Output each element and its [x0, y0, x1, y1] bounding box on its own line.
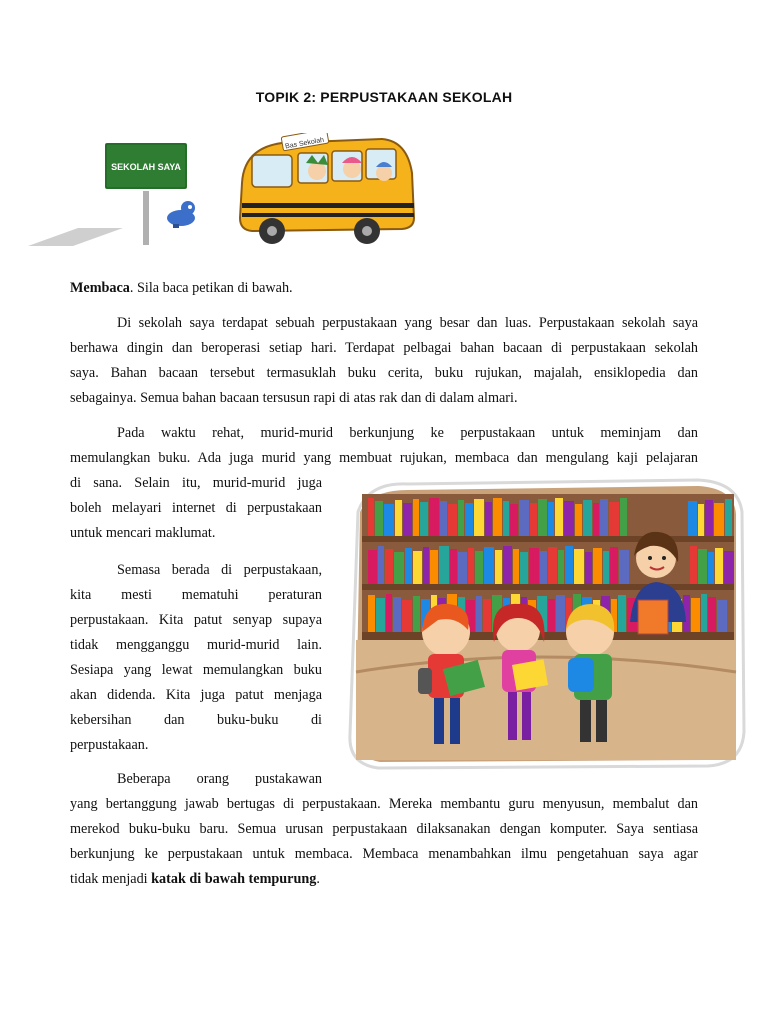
- book-spine: [376, 598, 385, 632]
- intro-bold: Membaca: [70, 280, 130, 296]
- book-spine: [520, 552, 528, 584]
- book-spine: [548, 599, 555, 632]
- book-spine: [493, 498, 502, 536]
- book-spine: [375, 501, 383, 536]
- book-spine: [715, 548, 723, 584]
- book-spine: [429, 498, 439, 536]
- book-spine: [610, 547, 618, 584]
- book-spine: [420, 502, 428, 536]
- book-spine: [468, 548, 474, 584]
- book-spine: [691, 598, 700, 632]
- book-spine: [458, 552, 467, 584]
- para4-line: merekod buku-buku baru. Semua urusan perpustakaan dilaksanakan dengan komputer. Saya sentiasa: [70, 821, 698, 837]
- book-spine: [403, 503, 412, 536]
- book-spine: [564, 501, 574, 536]
- bus-sign-text: Bas Sekolah: [284, 136, 325, 151]
- book-spine: [583, 500, 592, 536]
- paragraph-2-wrapped: [70, 471, 322, 546]
- book-spine: [413, 596, 420, 632]
- book-spine: [513, 549, 519, 584]
- book-spine: [574, 549, 584, 584]
- para3-line: akan didenda. Kita juga patut menjaga: [70, 687, 322, 703]
- book-spine: [548, 502, 554, 536]
- book-spine: [423, 547, 429, 584]
- book-spine: [474, 499, 484, 536]
- para4-line: berkunjung ke perpustakaan untuk membaca. Membaca menambahkan ilmu pengetahuan saya agar: [70, 846, 698, 862]
- book-spine: [510, 504, 518, 536]
- book-spine: [529, 548, 539, 584]
- para2-line: untuk mencari maklumat.: [70, 525, 216, 541]
- para3-line: perpustakaan. Kita patut senyap supaya: [70, 612, 322, 628]
- para2-line: boleh melayari internet di perpustakaan: [70, 500, 322, 516]
- book-spine: [618, 595, 626, 632]
- school-sign-illustration: [28, 138, 198, 250]
- book-spine: [609, 502, 619, 536]
- sign-text: SEKOLAH SAYA: [111, 162, 181, 172]
- para4-idiom: katak di bawah tempurung: [151, 871, 317, 887]
- book-spine: [620, 498, 627, 536]
- book-spine: [556, 595, 565, 632]
- book-spine: [698, 504, 704, 536]
- book-spine: [440, 501, 447, 536]
- book-spine: [725, 499, 732, 536]
- para3-line: tidak mengganggu murid-murid lain.: [70, 637, 322, 653]
- book-spine: [593, 548, 602, 584]
- para4-line: yang bertanggung jawab bertugas di perpustakaan. Mereka membantu guru menyusun, membalut dan: [70, 796, 698, 812]
- book-spine: [484, 547, 494, 584]
- book-spine: [430, 550, 438, 584]
- book-spine: [485, 502, 492, 536]
- para1-line: Di sekolah saya terdapat sebuah perpustakaan yang besar dan luas. Perpustakaan sekolah saya: [117, 315, 698, 331]
- para4-line: Beberapa orang pustakawan: [117, 771, 322, 787]
- book-spine: [475, 551, 483, 584]
- book-spine: [540, 551, 547, 584]
- book-spine: [698, 549, 707, 584]
- book-spine: [448, 504, 457, 536]
- book-spine: [386, 594, 392, 632]
- book-spine: [565, 546, 573, 584]
- book-spine: [483, 599, 491, 632]
- book-spine: [393, 597, 401, 632]
- book-spine: [585, 552, 592, 584]
- book-spine: [548, 547, 557, 584]
- book-spine: [465, 503, 473, 536]
- book-spine: [368, 550, 377, 584]
- book-spine: [708, 552, 714, 584]
- book-spine: [458, 500, 464, 536]
- book-spine: [503, 546, 512, 584]
- intro-rest: . Sila baca petikan di bawah.: [129, 280, 293, 296]
- school-bus-illustration: [232, 133, 427, 251]
- book-spine: [413, 551, 422, 584]
- para3-line: kita mesti mematuhi peraturan: [70, 587, 322, 603]
- book-spine: [714, 503, 724, 536]
- para1-line: sebagainya. Semua bahan bacaan tersusun rapi di atas rak dan di dalam almari.: [70, 390, 518, 406]
- para2-line: Pada waktu rehat, murid-murid berkunjung ke perpustakaan untuk meminjam dan: [117, 425, 698, 441]
- book-spine: [476, 596, 482, 632]
- book-spine: [538, 499, 547, 536]
- book-spine: [690, 546, 697, 584]
- book-spine: [368, 498, 374, 536]
- para4-last-line: [70, 867, 698, 892]
- page-title: TOPIK 2: PERPUSTAKAAN SEKOLAH: [255, 89, 513, 105]
- book-spine: [495, 550, 502, 584]
- paragraph-1: [70, 311, 698, 411]
- book-spine: [503, 501, 509, 536]
- para1-line: berhawa dingin dan beroperasi setiap hari. Terdapat pelbagai bahan bacaan di perpustakaan sekolah: [70, 340, 698, 356]
- book-spine: [439, 546, 449, 584]
- book-spine: [688, 501, 697, 536]
- book-spine: [395, 500, 402, 536]
- book-spine: [530, 503, 537, 536]
- book-spine: [402, 600, 412, 632]
- para2-line: memulangkan buku. Ada juga murid yang membuat rujukan, membaca dan mengulang kaji pelajaran: [70, 450, 698, 466]
- para4-last-post: .: [316, 871, 320, 887]
- book-spine: [600, 499, 608, 536]
- book-spine: [519, 500, 529, 536]
- book-spine: [558, 550, 564, 584]
- intro-line: [70, 276, 698, 301]
- book-spine: [384, 504, 394, 536]
- paragraph-3: [70, 558, 322, 758]
- book-spine: [378, 546, 384, 584]
- book-spine: [413, 499, 419, 536]
- book-spine: [708, 597, 716, 632]
- para3-line: Semasa berada di perpustakaan,: [117, 562, 322, 578]
- book-spine: [575, 504, 582, 536]
- book-spine: [724, 551, 734, 584]
- para3-line: perpustakaan.: [70, 737, 149, 753]
- paragraph-4-start: [70, 767, 322, 792]
- book-spine: [603, 551, 609, 584]
- book-spine: [701, 594, 707, 632]
- book-spine: [450, 549, 457, 584]
- book-spine: [619, 550, 629, 584]
- book-spine: [385, 549, 393, 584]
- book-spine: [717, 600, 727, 632]
- para3-line: Sesiapa yang lewat memulangkan buku: [70, 662, 322, 678]
- book-spine: [394, 552, 404, 584]
- para2-line: di sana. Selain itu, murid-murid juga: [70, 475, 322, 491]
- paragraph-4: [70, 792, 698, 892]
- paragraph-2: [70, 421, 698, 471]
- book-spine: [705, 500, 713, 536]
- book-spine: [368, 595, 375, 632]
- book-spine: [555, 498, 563, 536]
- book-spine: [405, 548, 412, 584]
- para4-last-pre: tidak menjadi: [70, 871, 152, 887]
- para1-line: saya. Bahan bacaan tersebut termasuklah buku cerita, buku rujukan, majalah, ensiklopedia dan: [70, 365, 698, 381]
- book-spine: [593, 503, 599, 536]
- library-illustration: [338, 472, 748, 772]
- para3-line: kebersihan dan buku-buku di: [70, 712, 322, 728]
